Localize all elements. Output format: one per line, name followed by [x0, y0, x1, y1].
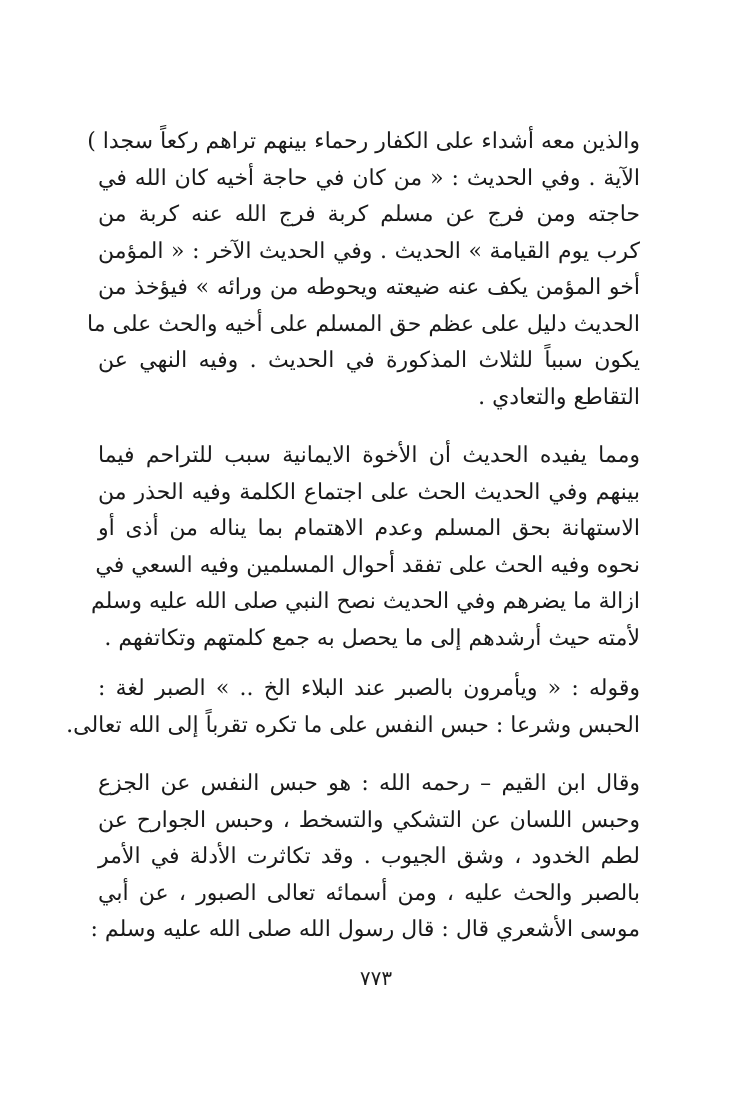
text-line: الحديث دليل على عظم حق المسلم على أخيه والحث على ما	[87, 311, 640, 337]
text-line: لأمته حيث أرشدهم إلى ما يحصل به جمع كلمتهم وتكاتفهم .	[104, 625, 640, 651]
page-number: ٧٧٣	[359, 966, 393, 990]
paragraph-gap	[98, 657, 640, 671]
paragraph-4	[90, 766, 640, 949]
text-line: وقوله : « ويأمرون بالصبر عند البلاء الخ .. » الصبر لغة :	[98, 676, 640, 701]
paragraph-gap	[98, 416, 640, 438]
text-line: لطم الخدود ، وشق الجيوب . وقد تكاثرت الأدلة في الأمر	[98, 844, 640, 869]
body-text	[66, 124, 640, 949]
text-line: كرب يوم القيامة » الحديث . وفي الحديث الآخر : « المؤمن	[98, 238, 640, 264]
text-line: وحبس اللسان عن التشكي والتسخط ، وحبس الجوارح عن	[98, 807, 640, 833]
text-line: الحبس وشرعا : حبس النفس على ما تكره تقرباً إلى الله تعالى.	[66, 712, 640, 738]
text-line: الآية . وفي الحديث : « من كان في حاجة أخيه كان الله في	[98, 165, 640, 191]
text-line: والذين معه أشداء على الكفار رحماء بينهم تراهم ركعاً سجدا )	[87, 129, 640, 154]
text-line: ازالة ما يضرهم وفي الحديث نصح النبي صلى الله عليه وسلم	[91, 589, 640, 614]
paragraph-3	[66, 671, 640, 744]
text-line: موسى الأشعري قال : قال رسول الله صلى الله عليه وسلم :	[90, 917, 640, 942]
text-line: التقاطع والتعادي .	[478, 384, 640, 410]
paragraph-1	[87, 124, 640, 416]
text-line: بالصبر والحث عليه ، ومن أسمائه تعالى الصبور ، عن أبي	[98, 880, 640, 906]
paragraph-2	[91, 438, 640, 657]
text-line: بينهم وفي الحديث الحث على اجتماع الكلمة وفيه الحذر من	[98, 479, 640, 505]
text-line: يكون سبباً للثلاث المذكورة في الحديث . وفيه النهي عن	[98, 348, 640, 373]
text-line: حاجته ومن فرج عن مسلم كربة فرج الله عنه كربة من	[98, 202, 640, 227]
text-line: ومما يفيده الحديث أن الأخوة الايمانية سبب للتراحم فيما	[98, 443, 640, 468]
text-line: نحوه وفيه الحث على تفقد أحوال المسلمين وفيه السعي في	[95, 552, 640, 578]
text-line: الاستهانة بحق المسلم وعدم الاهتمام بما يناله من أذى أو	[98, 516, 640, 541]
text-line: وقال ابن القيم – رحمه الله : هو حبس النفس عن الجزع	[98, 771, 640, 796]
paragraph-gap	[98, 744, 640, 766]
text-line: أخو المؤمن يكف عنه ضيعته ويحوطه من ورائه » فيؤخذ من	[98, 275, 640, 300]
